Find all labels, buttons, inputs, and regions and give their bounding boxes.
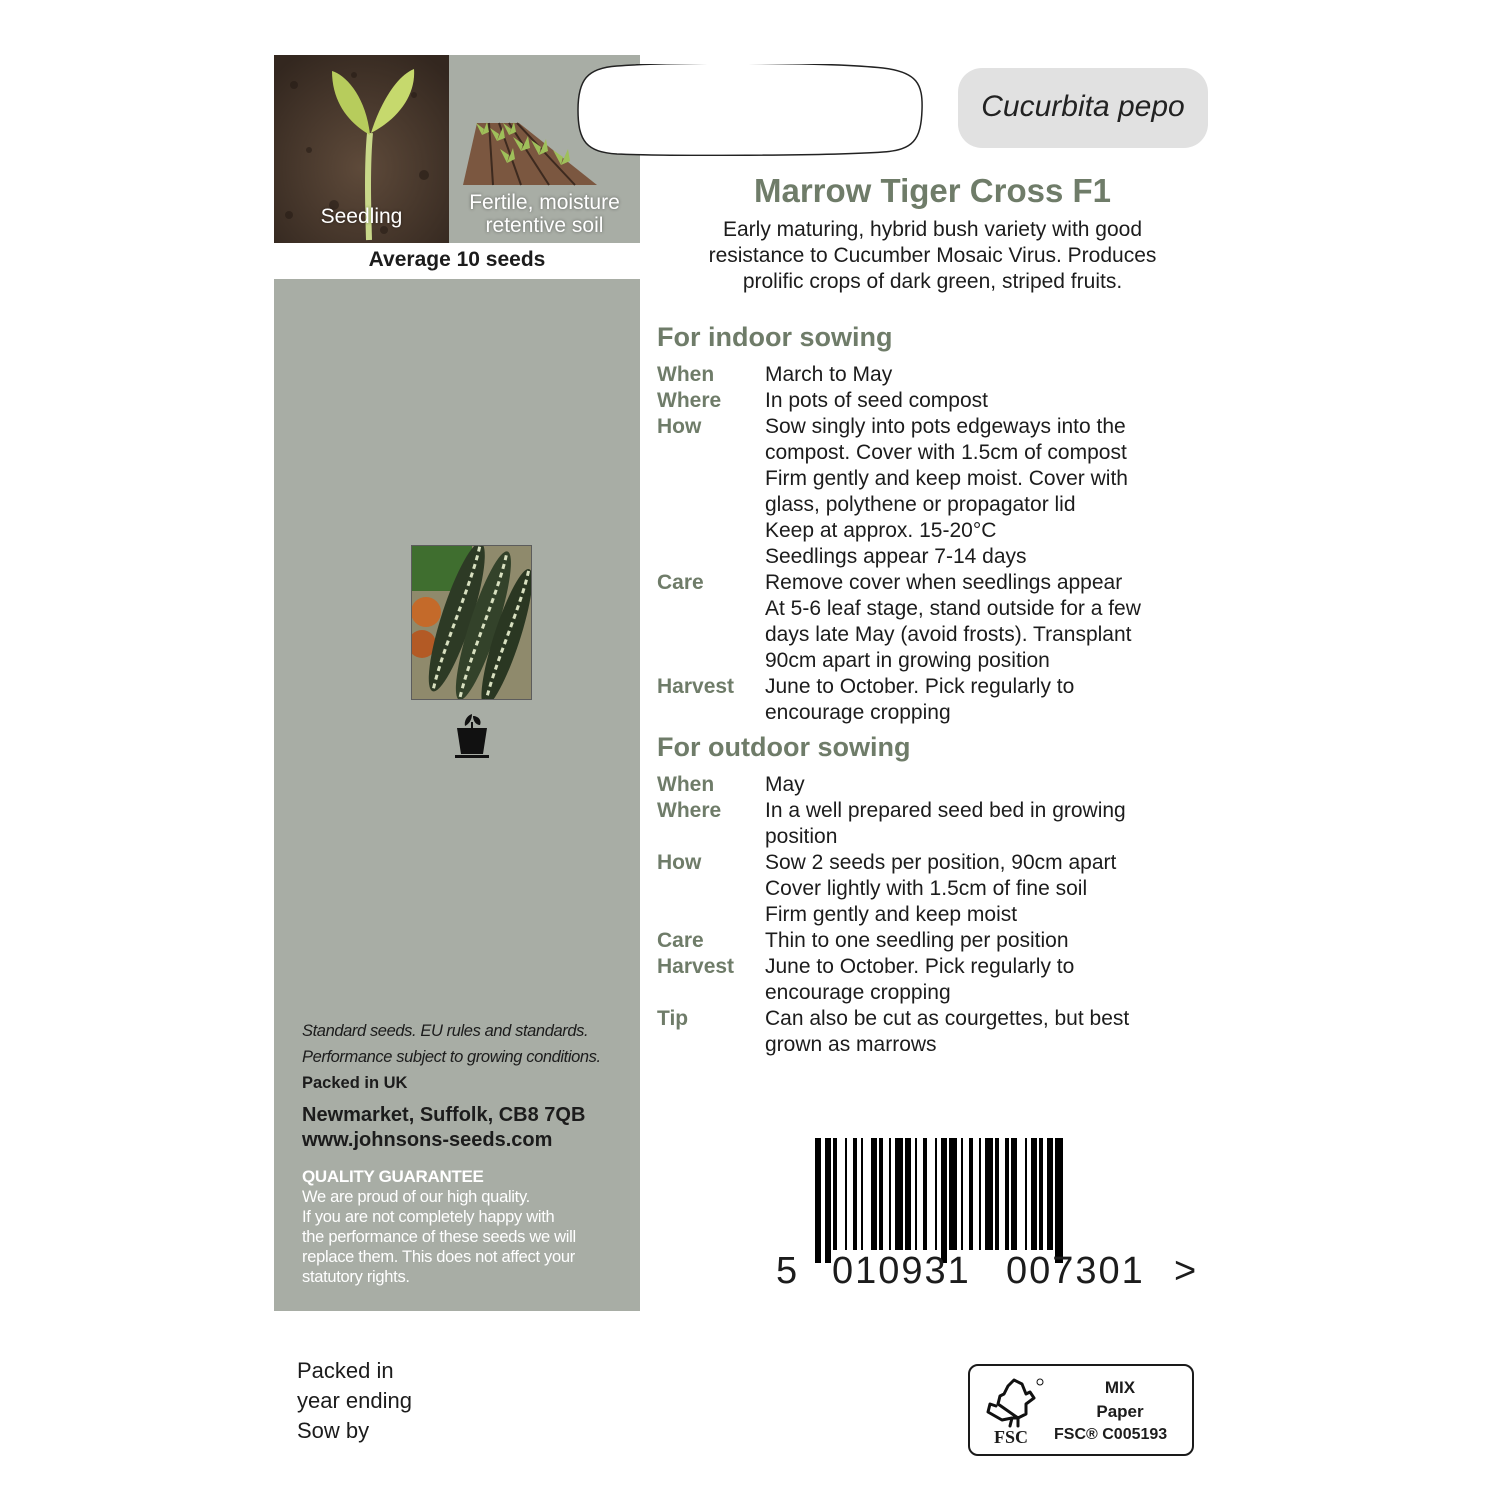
barcode-bar: [815, 1138, 821, 1263]
barcode-bar: [1025, 1138, 1027, 1250]
row-value: Thin to one seedling per position: [765, 929, 1069, 952]
barcode-bar: [969, 1138, 973, 1250]
row-value: March to May: [765, 363, 893, 386]
barcode-bar: [825, 1138, 831, 1263]
row-value: June to October. Pick regularly to encourage cropping: [765, 955, 1075, 1004]
seed-count: Average 10 seeds: [368, 248, 546, 271]
barcode-bar: [845, 1138, 847, 1250]
barcode-bar: [979, 1138, 981, 1250]
guarantee-line: the performance of these seeds we will: [302, 1228, 576, 1246]
guarantee-line: statutory rights.: [302, 1268, 410, 1286]
row-label: When: [657, 773, 715, 796]
legal-line-2: Performance subject to growing conditions.: [302, 1048, 601, 1066]
johnsons-pot-logo-icon: [452, 712, 492, 762]
barcode-bar: [833, 1138, 837, 1250]
barcode-bar: [1011, 1138, 1017, 1250]
barcode-bar: [1047, 1138, 1053, 1250]
barcode-bar: [1031, 1138, 1037, 1250]
row-label: How: [657, 415, 702, 438]
guarantee-line: replace them. This does not affect your: [302, 1248, 575, 1266]
barcode-bar: [941, 1138, 947, 1263]
soil-caption-line1: Fertile, moisture: [469, 191, 620, 214]
seed-count-bar: [274, 243, 640, 279]
barcode-bar: [895, 1138, 903, 1250]
barcode-bar: [1055, 1138, 1063, 1263]
barcode-number: [776, 1250, 1206, 1300]
soil-caption-line2: retentive soil: [485, 214, 604, 237]
barcode-bar: [905, 1138, 911, 1250]
barcode-bar: [995, 1138, 999, 1250]
address-line: Newmarket, Suffolk, CB8 7QB: [302, 1104, 586, 1126]
packing-dates: [297, 1356, 412, 1446]
row-label: Where: [657, 389, 722, 412]
outdoor-sowing-heading: For outdoor sowing: [657, 732, 911, 762]
row-label: Tip: [657, 1007, 689, 1030]
row-value: Can also be cut as courgettes, but best grown as marrows: [765, 1007, 1130, 1056]
row-label: When: [657, 363, 715, 386]
row-value: Sow singly into pots edgeways into the compost. Cover with 1.5cm of compost Firm gently and keep moist. Cover with glass, polythene or propagator lid Keep at approx. 15-20°C Seedlings appear 7-14 days: [765, 415, 1128, 568]
hang-tab-outline: [577, 64, 923, 156]
guarantee-title: QUALITY GUARANTEE: [302, 1167, 484, 1186]
barcode-bar: [853, 1138, 857, 1250]
fsc-mix-label: [1070, 1376, 1170, 1424]
info-side-panel: [274, 55, 640, 1311]
barcode-bar: [923, 1138, 927, 1250]
description-line: Early maturing, hybrid bush variety with good: [722, 218, 1143, 241]
latin-name-box: [958, 68, 1208, 148]
row-label: Care: [657, 929, 704, 952]
quality-guarantee: [302, 1167, 638, 1287]
barcode-bar: [889, 1138, 891, 1250]
barcode-end-mark: >: [1174, 1250, 1197, 1292]
fsc-tree-icon: [982, 1374, 1048, 1428]
johnsons-logo: [452, 712, 492, 762]
product-title: Marrow Tiger Cross F1: [754, 172, 1111, 209]
barcode-bar: [949, 1138, 957, 1250]
marrow-photo-icon: [412, 546, 531, 699]
seedling-caption: Seedling: [320, 205, 403, 228]
description-line: resistance to Cucumber Mosaic Virus. Produces: [708, 244, 1157, 267]
sow-by-label: Sow by: [297, 1418, 370, 1443]
barcode-bar: [985, 1138, 993, 1250]
barcode-first-digit: 5: [776, 1250, 798, 1292]
barcode-right-group: 007301: [1006, 1250, 1145, 1292]
barcode-bar: [1005, 1138, 1009, 1250]
row-label: Where: [657, 799, 722, 822]
barcode-bar: [879, 1138, 883, 1250]
row-label: Harvest: [657, 955, 735, 978]
barcode-bar: [935, 1138, 937, 1250]
row-value: June to October. Pick regularly to encourage cropping: [765, 675, 1075, 724]
fsc-certification-badge: [968, 1364, 1194, 1456]
row-value: In a well prepared seed bed in growing position: [765, 799, 1126, 848]
barcode-bar: [1039, 1138, 1043, 1250]
seedling-illustration: [274, 55, 449, 243]
fsc-paper: Paper: [1096, 1402, 1144, 1421]
guarantee-line: If you are not completely happy with: [302, 1208, 555, 1226]
product-description: [660, 217, 1205, 295]
marrow-product-photo: [411, 545, 532, 700]
row-label: How: [657, 851, 702, 874]
company-address: [302, 1103, 632, 1153]
row-value: May: [765, 773, 805, 796]
year-ending-label: year ending: [297, 1388, 412, 1413]
row-value: Remove cover when seedlings appear At 5-6 leaf stage, stand outside for a few days late May (avoid frosts). Transplant 90cm apart in growing position: [765, 571, 1141, 672]
packed-in-uk: Packed in UK: [302, 1074, 408, 1092]
website-link[interactable]: www.johnsons-seeds.com: [302, 1129, 553, 1151]
fsc-mix: MIX: [1104, 1378, 1136, 1397]
row-label: Harvest: [657, 675, 735, 698]
row-value: In pots of seed compost: [765, 389, 988, 412]
description-line: prolific crops of dark green, striped fruits.: [742, 270, 1123, 293]
hang-tab-window: [577, 64, 923, 156]
fsc-license-code: FSC® C005193: [1054, 1426, 1168, 1443]
barcode-bar: [915, 1138, 917, 1250]
packed-in-label: Packed in: [297, 1358, 394, 1383]
legal-notice: [302, 1018, 632, 1096]
row-label: Care: [657, 571, 704, 594]
row-value: Sow 2 seeds per position, 90cm apart Cover lightly with 1.5cm of fine soil Firm gently and keep moist: [765, 851, 1117, 926]
guarantee-line: We are proud of our high quality.: [302, 1188, 530, 1206]
latin-name: Cucurbita pepo: [981, 90, 1185, 123]
barcode-bar: [871, 1138, 877, 1250]
indoor-sowing-heading: For indoor sowing: [657, 322, 893, 352]
fsc-wordmark: FSC: [994, 1427, 1029, 1447]
barcode-bar: [861, 1138, 863, 1250]
ean-barcode: [815, 1138, 1177, 1263]
barcode-left-group: 010931: [832, 1250, 971, 1292]
barcode-bar: [961, 1138, 963, 1250]
legal-line-1: Standard seeds. EU rules and standards.: [302, 1022, 589, 1040]
